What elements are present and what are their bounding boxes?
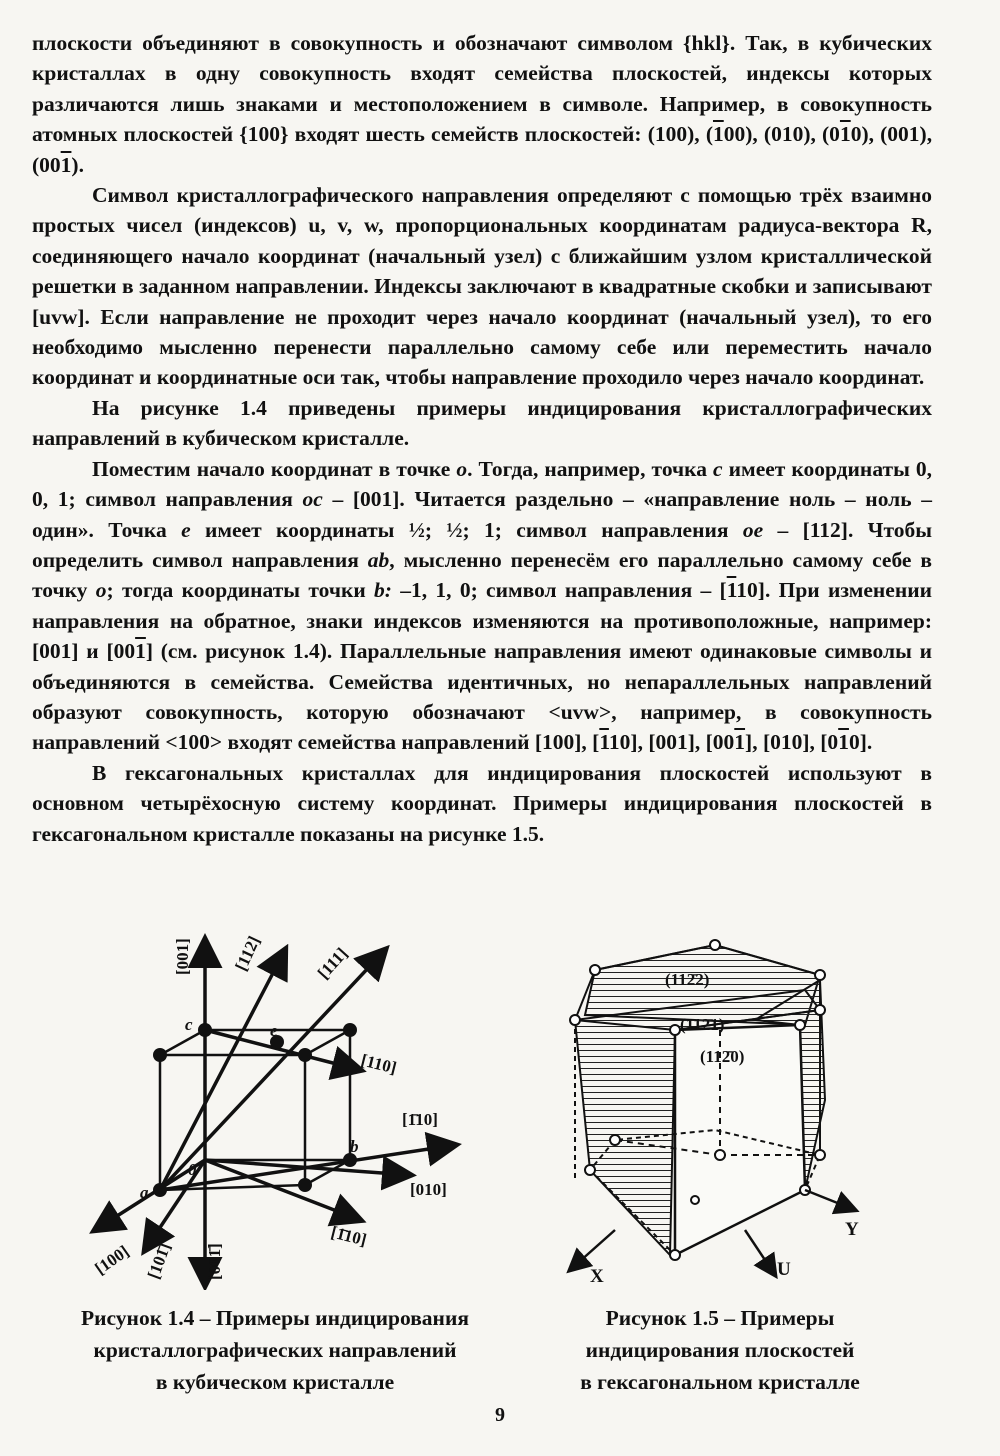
label-point-a: a — [140, 1183, 149, 1202]
axis-y — [805, 1190, 855, 1210]
paragraph-3: На рисунке 1.4 приведены примеры индицирования кристаллографических направлений в кубическом кристалле. — [32, 395, 932, 451]
node-c — [198, 1023, 212, 1037]
figure-1-5-hexagonal-planes — [555, 930, 885, 1290]
label-axis-u: U — [777, 1259, 791, 1280]
label-110: [110] — [359, 1050, 399, 1078]
label-010: [010] — [410, 1180, 447, 1199]
figure-1-4-cubic-directions — [80, 930, 500, 1290]
axis-x — [570, 1230, 615, 1270]
label-111: [111] — [313, 943, 352, 983]
label-10m1: [101̄] — [143, 1240, 175, 1282]
label-plane-1120: (112̄0) — [700, 1047, 745, 1066]
figure-1-5-caption: Рисунок 1.5 – Примеры индицирования плоскостей в гексагональном кристалле — [580, 1306, 860, 1394]
label-100: [100] — [91, 1241, 133, 1279]
label-axis-x: X — [590, 1266, 604, 1287]
label-001: [001] — [173, 938, 192, 975]
arrow-112 — [160, 950, 285, 1190]
label-plane-1121: (112̄1) — [680, 1015, 725, 1034]
label-point-e: e — [270, 1021, 278, 1040]
label-axis-y: Y — [845, 1219, 859, 1240]
paragraph-5: В гексагональных кристаллах для индицирования плоскостей используют в основном четырёхосную систему координат. Примеры индицирования плоскостей в гексагональном кристалле показаны на рисунке 1.5. — [32, 760, 932, 846]
figure-1-4-caption: Рисунок 1.4 – Примеры индицирования кристаллографических направлений в кубическом кристалле — [81, 1306, 469, 1394]
page-number: 9 — [495, 1404, 505, 1426]
node-dot — [153, 1048, 167, 1062]
node-dot — [298, 1048, 312, 1062]
axis-u — [745, 1230, 775, 1275]
label-point-b: b — [350, 1137, 359, 1156]
figures-area — [0, 930, 1000, 1394]
label-112: [112] — [231, 933, 264, 974]
node-a — [153, 1183, 167, 1197]
paragraph-2: Символ кристаллографического направления определяют с помощью трёх взаимно простых чисел (индексов) u, v, w, пропорциональных координатам радиуса-вектора R, соединяющего начало координат (начальный узел) с ближайшим узлом кристаллической решетки в заданном направлении. Индексы заключают в квадратные скобки и записывают [uvw]. Если направление не проходит через начало координат (начальный узел), то его необходимо мысленно перенести параллельно самому себе или переместить начало координат и координатные оси так, чтобы направление проходило через начало координат. — [32, 183, 932, 390]
label-plane-1122: (112̄2) — [665, 970, 710, 989]
cube-edge — [305, 1030, 350, 1055]
paragraph-1: плоскости объединяют в совокупность и обозначают символом {hkl}. Так, в кубических кристаллах в одну совокупность входят семейства плоскостей, индексы которых различаются лишь знаками и местоположением в символе. Например, в совокупность атомных плоскостей {100} входят шесть семейств плоскостей: (100), (100), (010), (010), (001), (001). — [32, 31, 933, 177]
label-00m1: [001̄] — [205, 1243, 224, 1280]
document-page — [32, 28, 932, 849]
node-dot — [298, 1178, 312, 1192]
label-point-o: 0 — [188, 1160, 197, 1179]
paragraph-4: Поместим начало координат в точке o. Тогда, например, точка c имеет координаты 0, 0, 1; символ направления oc – [001]. Читается раздельно – «направление ноль – ноль – один». Точка e имеет координаты ½; ½; 1; символ направления oe – [112]. Чтобы определить символ направления ab, мысленно перенесём его параллельно самому себе в точку o; тогда координаты точки b: –1, 1, 0; символ направления – [110]. При изменении направления на обратное, знаки индексов изменяются на противоположные, например: [001] и [001] (см. рисунок 1.4). Параллельные направления имеют одинаковые символы и объединяются в семейства. Семейства идентичных, но непараллельных направлений образуют совокупность, которую обозначают <uvw>, например, в совокупность направлений <100> входят семейства направлений [100], [110], [001], [001], [010], [010]. — [32, 456, 933, 755]
label-1m10: [1̄10] — [329, 1222, 369, 1250]
label-point-c: c — [185, 1015, 193, 1034]
node-dot — [343, 1023, 357, 1037]
label-m110: [1̄10] — [402, 1110, 438, 1129]
cube-edge — [160, 1030, 205, 1055]
